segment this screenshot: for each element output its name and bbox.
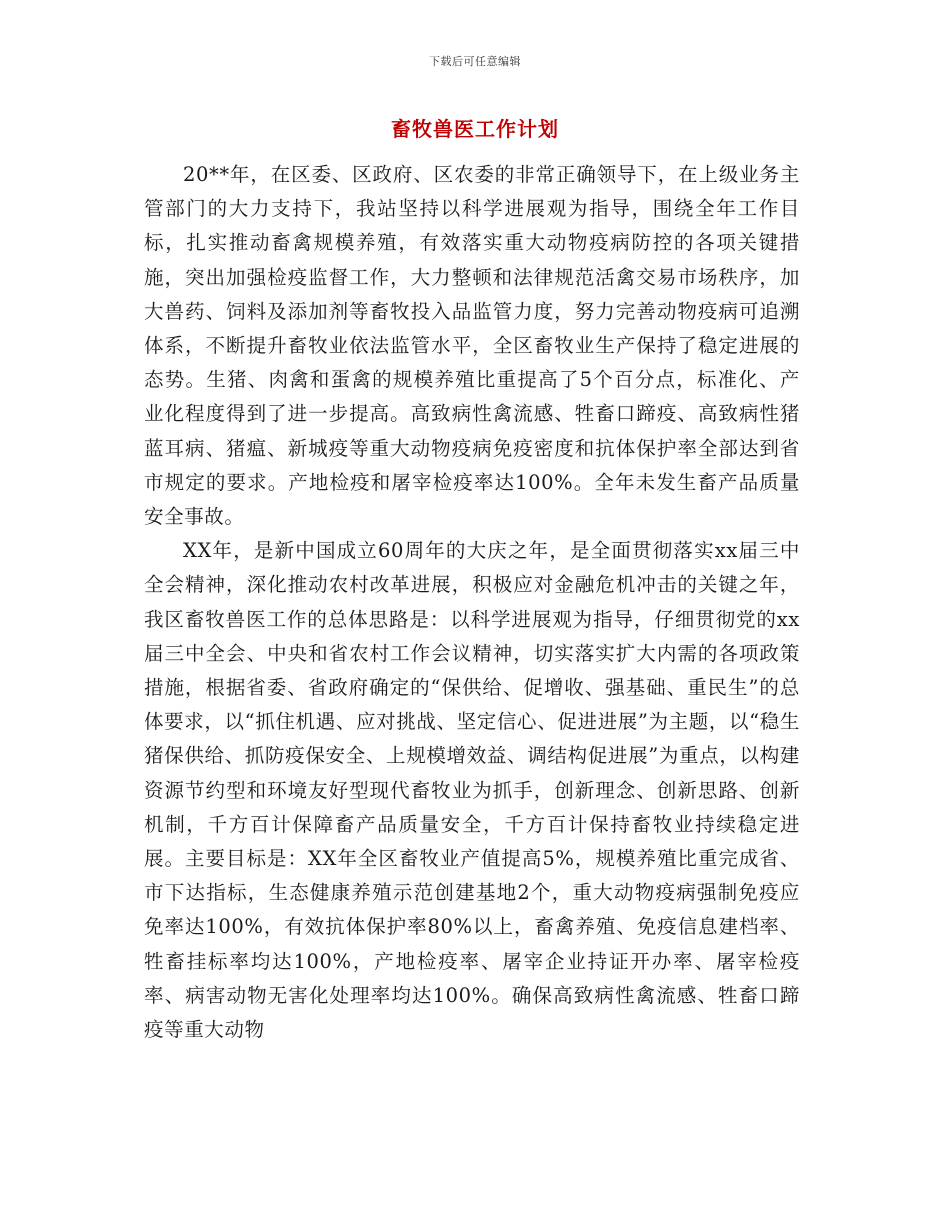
paragraph-summary: 20**年，在区委、区政府、区农委的非常正确领导下，在上级业务主管部门的大力支持下，我站坚持以科学进展观为指导，围绕全年工作目标，扎实推动畜禽规模养殖，有效落实重大动物疫病防控的各项关键措施，突出加强检疫监督工作，大力整顿和法律规范活禽交易市场秩序，加大兽药、饲料及添加剂等畜牧投入品监管力度，努力完善动物疫病可追溯体系，不断提升畜牧业依法监管水平，全区畜牧业生产保持了稳定进展的态势。生猪、肉禽和蛋禽的规模养殖比重提高了5个百分点，标准化、产业化程度得到了进一步提高。高致病性禽流感、牲畜口蹄疫、高致病性猪蓝耳病、猪瘟、新城疫等重大动物疫病免疫密度和抗体保护率全部达到省市规定的要求。产地检疫和屠宰检疫率达100%。全年未发生畜产品质量安全事故。 — [144, 163, 800, 529]
document-body — [144, 158, 800, 1047]
document-title: 畜牧兽医工作计划 — [391, 117, 559, 141]
paragraph-plan: XX年，是新中国成立60周年的大庆之年，是全面贯彻落实xx届三中全会精神，深化推动农村改革进展，积极应对金融危机冲击的关键之年，我区畜牧兽医工作的总体思路是：以科学进展观为指导，仔细贯彻党的xx届三中全会、中央和省农村工作会议精神，切实落实扩大内需的各项政策措施，根据省委、省政府确定的“保供给、促增收、强基础、重民生”的总体要求，以“抓住机遇、应对挑战、坚定信心、促进进展”为主题，以“稳生猪保供给、抓防疫保安全、上规模增效益、调结构促进展”为重点，以构建资源节约型和环境友好型现代畜牧业为抓手，创新理念、创新思路、创新机制，千方百计保障畜产品质量安全，千方百计保持畜牧业持续稳定进展。主要目标是：XX年全区畜牧业产值提高5%，规模养殖比重完成省、市下达指标，生态健康养殖示范创建基地2个，重大动物疫病强制免疫应免率达100%，有效抗体保护率80%以上，畜禽养殖、免疫信息建档率、牲畜挂标率均达100%，产地检疫率、屠宰企业持证开办率、屠宰检疫率、病害动物无害化处理率均达100%。确保高致病性禽流感、牲畜口蹄疫等重大动物 — [144, 539, 800, 1042]
header-note: 下载后可任意编辑 — [429, 55, 521, 68]
